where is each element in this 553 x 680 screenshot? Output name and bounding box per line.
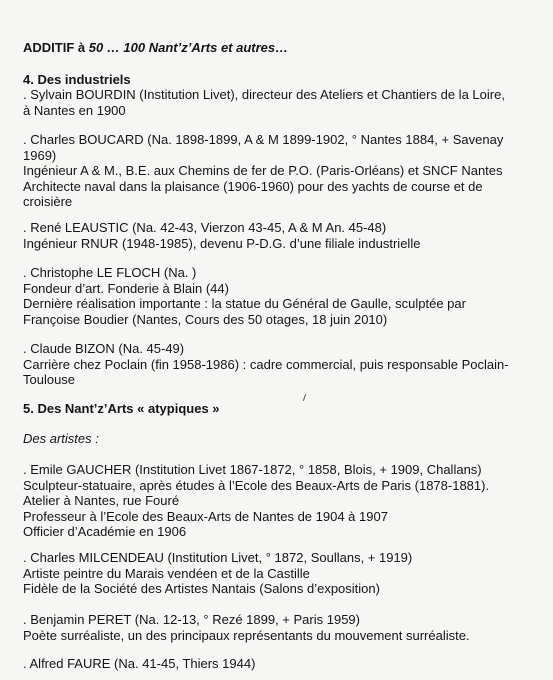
entry-peret [23,612,535,643]
header-prefix: ADDITIF à [23,40,89,55]
entry-line: . Sylvain BOURDIN (Institution Livet), directeur des Ateliers et Chantiers de la Loire, [23,87,505,102]
entry-line: Officier d’Académie en 1906 [23,524,187,539]
entry-line: Professeur à l’Ecole des Beaux-Arts de Nantes de 1904 à 1907 [23,508,388,524]
entry-line: Sculpteur-statuaire, après études à l’Ecole des Beaux-Arts de Paris (1878-1881). [23,477,490,493]
section-5-subtitle-block [23,431,535,447]
entry-line: Carrière chez Poclain (fin 1958-1986) : cadre commercial, puis responsable Poclain- [23,356,509,372]
entry-line: Poète surréaliste, un des principaux représentants du mouvement surréaliste. [23,627,470,643]
entry-line: Toulouse [23,372,76,387]
entry-line: Fondeur d’art. Fonderie à Blain (44) [23,280,229,296]
entry-bourdin [23,87,535,118]
entry-line: Ingénieur RNUR (1948-1985), devenu P-D.G. d’une filiale industrielle [23,235,421,251]
header-italic: 50 … 100 Nant’z’Arts et autres… [88,40,289,55]
entry-line: 1969) [23,147,57,163]
entry-line: . Alfred FAURE (Na. 41-45, Thiers 1944) [23,656,256,671]
entry-line: Fidèle de la Société des Artistes Nantais (Salons d’exposition) [23,581,380,596]
entry-line: . Charles BOUCARD (Na. 1898-1899, A & M 1899-1902, ° Nantes 1884, + Savenay [23,132,504,147]
entry-line: . Emile GAUCHER (Institution Livet 1867-1872, ° 1858, Blois, + 1909, Challans) [23,462,482,477]
entry-bizon [23,341,535,388]
entry-line: à Nantes en 1900 [23,102,126,118]
entry-line: . Benjamin PERET (Na. 12-13, ° Rezé 1899, + Paris 1959) [23,612,360,627]
entry-gaucher [23,462,535,540]
entry-line: Artiste peintre du Marais vendéen et de la Castille [23,565,310,581]
entry-line: Ingénieur A & M., B.E. aux Chemins de fer de P.O. (Paris-Orléans) et SNCF Nantes [23,163,503,178]
entry-leaustic [23,220,535,251]
entry-line: Architecte naval dans la plaisance (1906-1960) pour des yachts de course et de [23,178,483,194]
entry-boucard [23,132,535,210]
entry-line: . Claude BIZON (Na. 45-49) [23,341,185,356]
section-5-subtitle: Des artistes : [23,431,99,446]
entry-line: . Charles MILCENDEAU (Institution Livet, ° 1872, Soullans, + 1919) [23,550,413,565]
document-header [23,40,288,56]
entry-faure [23,656,535,672]
entry-milcendeau [23,550,535,597]
entry-line: . René LEAUSTIC (Na. 42-43, Vierzon 43-45, A & M An. 45-48) [23,220,387,235]
entry-le-floch [23,265,535,327]
entry-line: Atelier à Nantes, rue Fouré [23,493,180,508]
section-5-title: 5. Des Nant’z’Arts « atypiques » [23,401,220,416]
section-5 [23,401,535,417]
entry-line: Françoise Boudier (Nantes, Cours des 50 otages, 18 juin 2010) [23,311,388,327]
entry-line: croisière [23,194,73,209]
section-4-title: 4. Des industriels [23,72,131,87]
entry-line: . Christophe LE FLOCH (Na. ) [23,265,197,280]
entry-line: Dernière réalisation importante : la statue du Général de Gaulle, sculptée par [23,296,466,311]
scan-speck [303,394,306,401]
section-4 [23,72,535,88]
